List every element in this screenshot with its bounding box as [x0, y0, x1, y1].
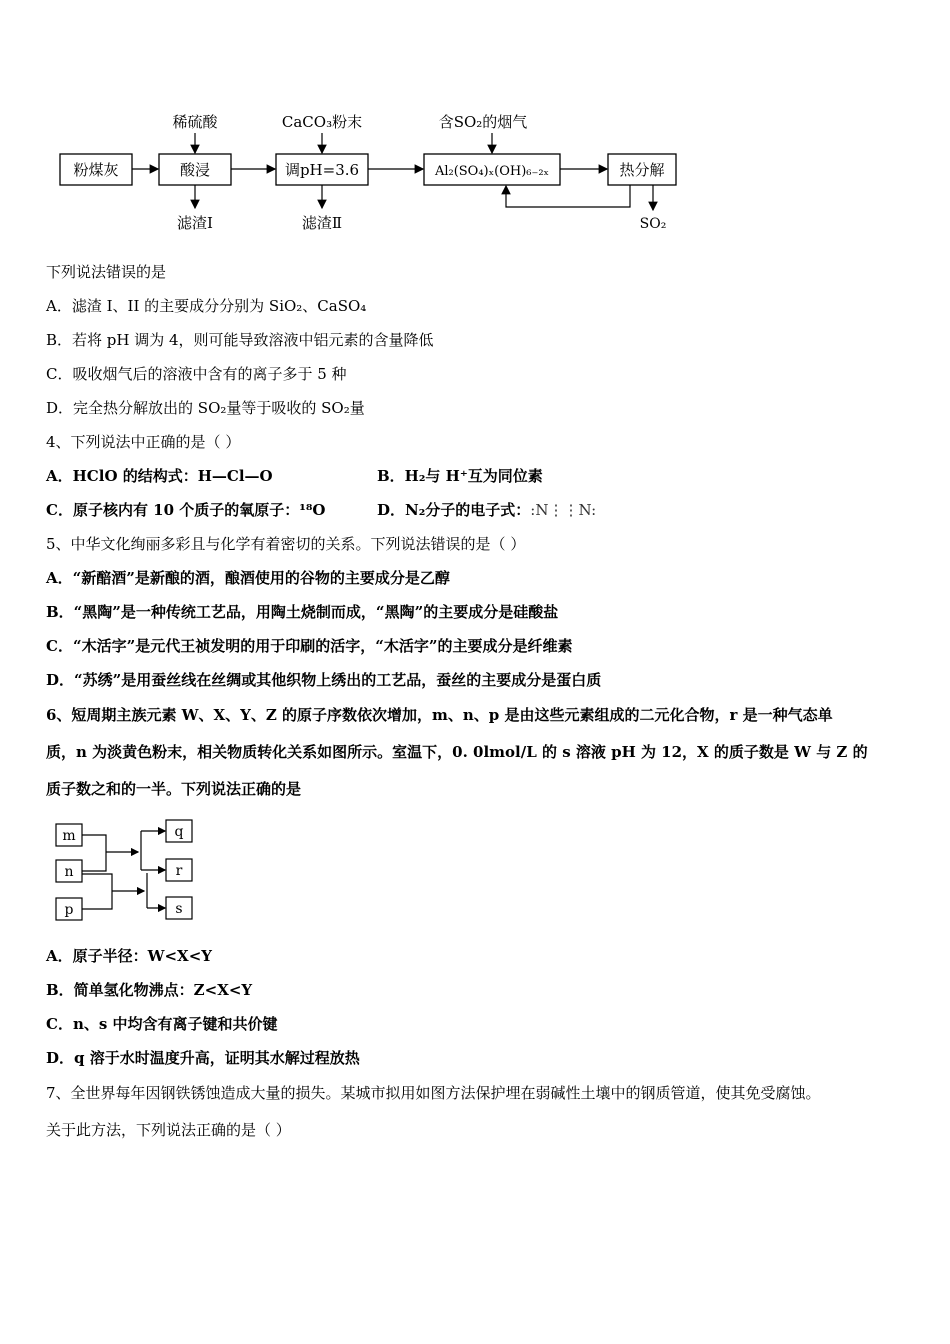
q5-option-d: D．“苏绣”是用蚕丝线在丝绸或其他织物上绣出的工艺品，蚕丝的主要成分是蛋白质	[46, 671, 602, 689]
q6-stem-line-2: 质，n 为淡黄色粉末，相关物质转化关系如图所示。室温下，0. 0lmol/L 的 s 溶液 pH 为 12，X 的质子数是 W 与 Z 的	[46, 743, 868, 761]
q4-row-cd	[46, 500, 597, 520]
node-q-label: q	[174, 824, 184, 840]
bottom-label-so2: SO₂	[639, 216, 667, 232]
q6-option-d: D．q 溶于水时温度升高，证明其水解过程放热	[46, 1049, 360, 1067]
q6-option-a: A．原子半径：W<X<Y	[46, 947, 212, 965]
q4-option-c: C．原子核内有 10 个质子的氧原子：¹⁸O	[46, 501, 326, 519]
bottom-label-residue-1: 滤渣Ⅰ	[177, 214, 213, 232]
box-acid-leach-label: 酸浸	[179, 161, 211, 179]
q4-option-b: B．H₂与 H⁺互为同位素	[377, 467, 543, 485]
q4-stem: 4、下列说法中正确的是（ ）	[46, 433, 241, 451]
top-label-acid: 稀硫酸	[172, 113, 218, 131]
q5-stem: 5、中华文化绚丽多彩且与化学有着密切的关系。下列说法错误的是（ ）	[46, 535, 526, 553]
node-r-label: r	[175, 863, 183, 879]
q5-option-c: C．“木活字”是元代王祯发明的用于印刷的活字，“木活字”的主要成分是纤维素	[46, 637, 573, 655]
q7-stem-line-1: 7、全世界每年因钢铁锈蚀造成大量的损失。某城市拟用如图方法保护埋在弱碱性土壤中的钢质管道，使其免受腐蚀。	[46, 1084, 821, 1102]
node-p-label: p	[64, 902, 74, 918]
q4-row-ab	[46, 466, 543, 486]
q5-option-a: A．“新醅酒”是新酿的酒，酿酒使用的谷物的主要成分是乙醇	[46, 569, 450, 587]
q3-stem: 下列说法错误的是	[46, 263, 167, 281]
q3-option-b: B．若将 pH 调为 4，则可能导致溶液中铝元素的含量降低	[46, 331, 434, 349]
process-flowchart	[0, 0, 950, 245]
q6-stem-line-1: 6、短周期主族元素 W、X、Y、Z 的原子序数依次增加，m、n、p 是由这些元素组成的二元化合物，r 是一种气态单	[46, 706, 833, 724]
box-thermal-decomp-label: 热分解	[619, 161, 665, 179]
q4-option-a: A．HClO 的结构式：H—Cl—O	[46, 467, 273, 485]
node-n-label: n	[64, 864, 74, 880]
node-m-label: m	[62, 828, 76, 844]
top-label-caco3: CaCO₃粉末	[281, 113, 363, 131]
q3-option-c: C．吸收烟气后的溶液中含有的离子多于 5 种	[46, 365, 347, 383]
q7-stem-line-2: 关于此方法，下列说法正确的是（ ）	[46, 1121, 291, 1139]
q6-option-c: C．n、s 中均含有离子键和共价键	[46, 1015, 278, 1033]
q5-option-b: B．“黑陶”是一种传统工艺品，用陶土烧制而成，“黑陶”的主要成分是硅酸盐	[46, 603, 559, 621]
q6-option-b: B．简单氢化物沸点：Z<X<Y	[46, 981, 253, 999]
n2-electron-formula: :N⋮⋮N:	[530, 501, 597, 519]
q6-stem-line-3: 质子数之和的一半。下列说法正确的是	[46, 780, 302, 798]
box-aluminum-salt-label: Al₂(SO₄)ₓ(OH)₆₋₂ₓ	[434, 164, 550, 179]
top-label-flue-gas: 含SO₂的烟气	[438, 113, 528, 131]
box-adjust-ph-label: 调pH=3.6	[284, 161, 360, 179]
q3-option-d: D．完全热分解放出的 SO₂量等于吸收的 SO₂量	[46, 399, 365, 417]
transformation-diagram	[46, 812, 206, 927]
bottom-label-residue-2: 滤渣Ⅱ	[301, 214, 343, 232]
q3-option-a: A．滤渣 I、II 的主要成分分别为 SiO₂、CaSO₄	[46, 297, 367, 315]
q4-option-d: D．N₂分子的电子式：	[377, 501, 531, 519]
node-s-label: s	[175, 901, 183, 917]
box-fly-ash-label: 粉煤灰	[73, 161, 119, 179]
